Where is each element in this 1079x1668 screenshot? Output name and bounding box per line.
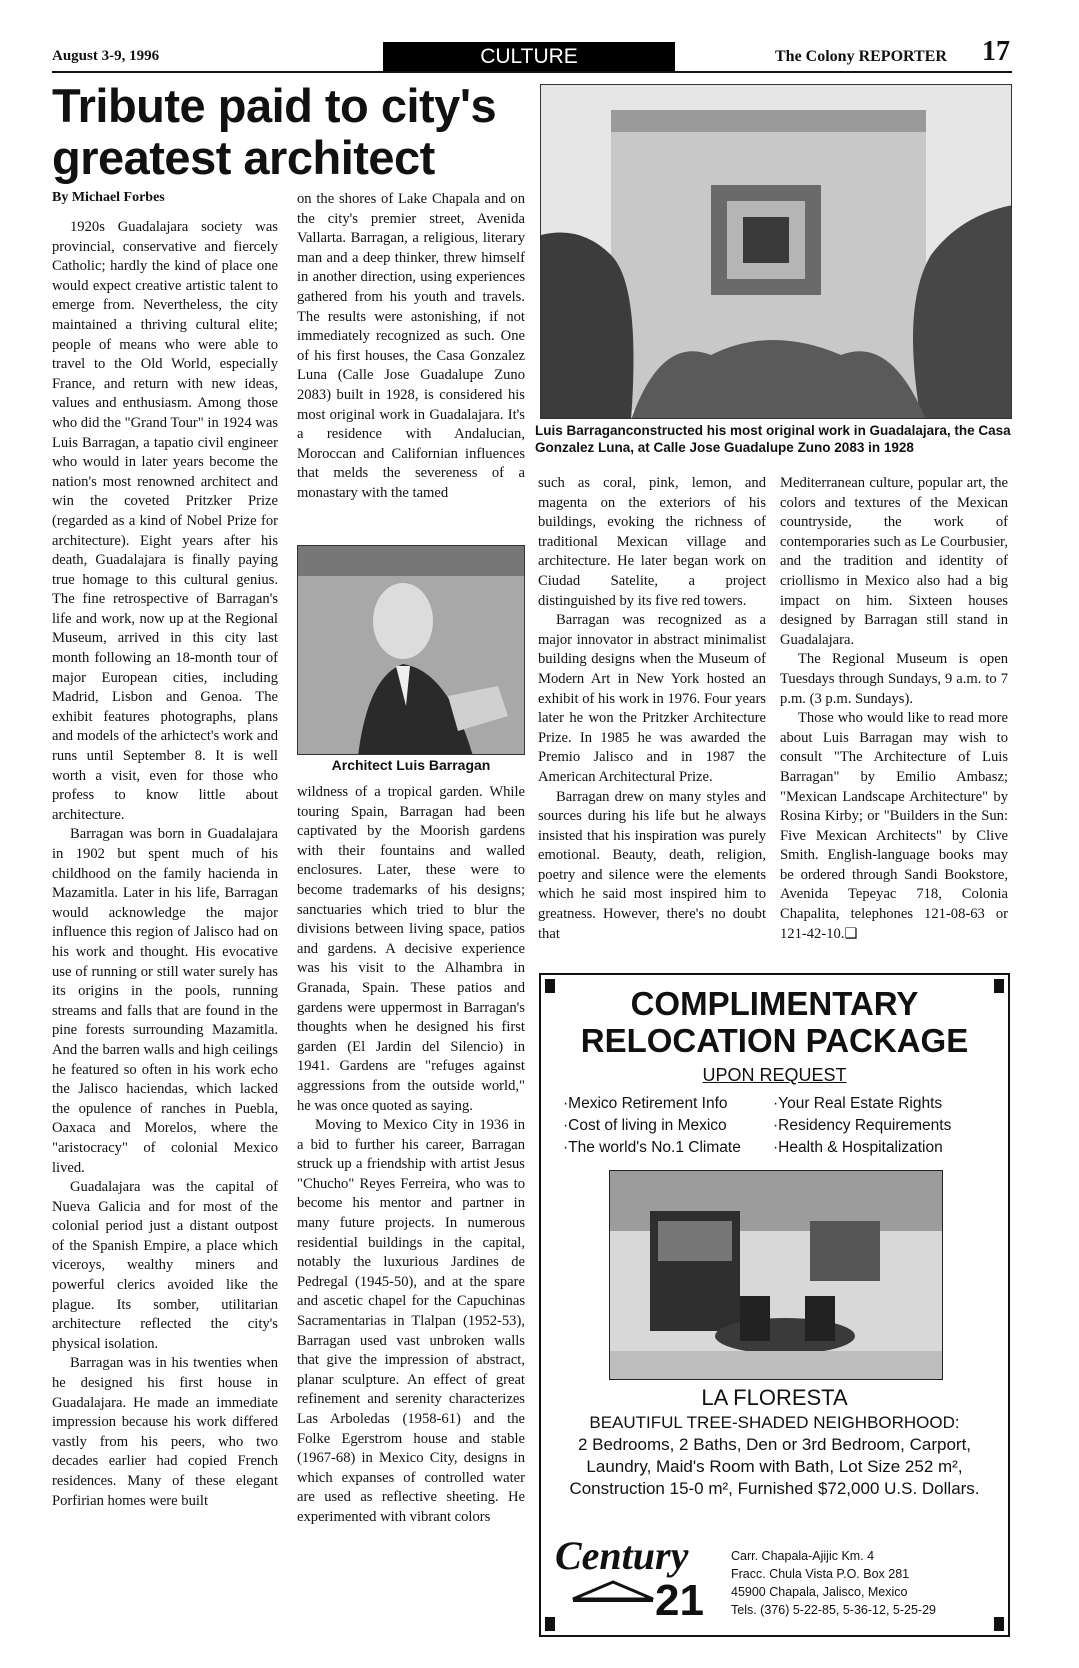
ad-property-details xyxy=(541,1412,1008,1500)
paragraph: such as coral, pink, lemon, and magenta on the exteriors of his buildings, evoking the richness of traditional Mexican village and architecture. He later began work on Ciudad Satelite, a project distinguished by its five red towers. xyxy=(538,475,766,609)
ad-title-line-1: COMPLIMENTARY xyxy=(630,985,919,1022)
newspaper-name: The Colony REPORTER xyxy=(775,48,947,65)
article-column-1 xyxy=(52,218,278,1511)
paragraph: Barragan drew on many styles and sources during his life but he always insisted that his inspiration was purely emotional. Beauty, death, religion, poetry and silence were the elements which he said most inspired him to greatness. However, there's no doubt that xyxy=(538,788,766,942)
headline-line-1: Tribute paid to city's xyxy=(52,79,497,132)
corner-mark xyxy=(994,1617,1004,1631)
ad-line: Laundry, Maid's Room with Bath, Lot Size 252 m², xyxy=(586,1457,963,1476)
interior-illustration xyxy=(610,1171,942,1379)
paragraph: Barragan was born in Guadalajara in 1902 but spent much of his childhood on the family hacienda in Mazamitla. Later in his life, Barragan would acknowledge the major influence this region of Jalisco had on his work and thought. His evocative use of running or still water surely has its origins in the pools, running streams and falls that are found in the pine forests surrounding Mazamitla. And the barren walls and high ceilings he featured so often in his work echo the Jalisco haciendas, which lacked the opulence of ranches in Puebla, Oaxaca and Morelos, where the "aristocracy" of colonial Mexico lived. xyxy=(52,826,278,1176)
list-item: ·Residency Requirements xyxy=(773,1117,952,1134)
header-rule xyxy=(52,71,1012,73)
portrait-illustration xyxy=(298,546,525,755)
ad-title-line-2: RELOCATION PACKAGE xyxy=(580,1022,969,1059)
ad-line: Construction 15-0 m², Furnished $72,000 U.S. Dollars. xyxy=(569,1479,980,1498)
address-line: Fracc. Chula Vista P.O. Box 281 xyxy=(731,1567,910,1581)
ad-list-left xyxy=(563,1093,741,1159)
paragraph: Barragan was in his twenties when he designed his first house in Guadalajara. He made an immediate impression because his work differed vastly from his peers, who two decades earlier had copied French residences. Many of these elegant Porfirian homes were built xyxy=(52,1355,278,1509)
paragraph: wildness of a tropical garden. While touring Spain, Barragan had been captivated by the Moorish gardens with their fountains and walled enclosures. Later, these were to become trademarks of his designs; sanctuaries which tried to blur the divisions between living space, patios and gardens. A decisive experience was his visit to the Alhambra in Granada, Spain. These patios and gardens were uppermost in Barragan's thoughts when he designed his first garden (El Jardin del Silencio) in 1941. Gardens are "refuges against aggressions from the outside world," he was once quoted as saying. xyxy=(297,784,525,1114)
ad-list-right xyxy=(773,1093,951,1159)
list-item: ·Mexico Retirement Info xyxy=(563,1095,728,1112)
paragraph: Barragan was recognized as a major innovator in abstract minimalist building designs when the Museum of Modern Art in New York hosted an exhibit of his work in 1976. Four years later he won the Pritzker Architecture Prize. In 1985 he was awarded the Premio Jalisco and in 1987 the American Architectural Prize. xyxy=(538,612,766,785)
article-column-4 xyxy=(780,474,1008,944)
ad-address xyxy=(731,1547,936,1619)
interior-photo xyxy=(609,1170,943,1380)
byline: By Michael Forbes xyxy=(52,190,165,205)
article-column-2-top xyxy=(297,190,525,504)
house-photo xyxy=(540,84,1012,419)
paragraph: 1920s Guadalajara society was provincial, conservative and fiercely Catholic; hardly the kind of place one would expect creative artistic talent to emerge from. Nevertheless, the city maintained a thriving cultural elite; people of means who were able to travel to the Old World, especially France, and return with new ideas, values and enthusiasm. Among those who did the "Grand Tour" in 1924 was Luis Barragan, a tapatio civil engineer who would in later years become the nation's most renowned architect and win the coveted Pritzker Prize (regarded as a kind of Nobel Prize for architecture). Eight years after his death, Guadalajara is finally paying true homage to this cultural genius. The fine retrospective of Barragan's life and work, now up at the Regional Museum, arrived in this city last month following an 18-month tour of major European cities, including Madrid, Lisbon and Genoa. The exhibit features photographs, plans and models of the arhictect's work and runs until September 8. It is well worth a visit, even for those who profess to know little about architecture. xyxy=(52,219,278,823)
list-item: ·Health & Hospitalization xyxy=(773,1139,943,1156)
portrait-caption: Architect Luis Barragan xyxy=(331,757,491,773)
logo-word: Century xyxy=(555,1533,689,1578)
section-banner: CULTURE xyxy=(383,42,675,72)
address-line: 45900 Chapala, Jalisco, Mexico xyxy=(731,1585,908,1599)
issue-date: August 3-9, 1996 xyxy=(52,48,160,64)
headline-line-2: greatest architect xyxy=(52,131,435,184)
list-item: ·Your Real Estate Rights xyxy=(773,1095,943,1112)
relocation-ad xyxy=(539,973,1010,1637)
logo-number: 21 xyxy=(655,1576,704,1622)
ad-line: 2 Bedrooms, 2 Baths, Den or 3rd Bedroom, Carport, xyxy=(577,1435,972,1454)
ad-property-name: LA FLORESTA xyxy=(701,1385,848,1410)
address-line: Tels. (376) 5-22-85, 5-36-12, 5-25-29 xyxy=(731,1603,936,1617)
paragraph: Moving to Mexico City in 1936 in a bid to further his career, Barragan struck up a friendship with artist Jesus "Chucho" Reyes Ferreira, who was to become his mentor and partner in many future projects. In numerous residential buildings in the capital, notably the luxurious Jardines de Pedregal (1945-50), and at the spare and ascetic chapel for the Capuchinas Sacramentarias in Tlalpan (1952-53), Barragan used vast unbroken walls that give the impression of abstract, planar sculpture. An effect of great refinement and serenity characterizes Las Arboledas (1958-61) and the Folke Egerstrom house and stable (1967-68) in Mexico City, designs in which expanses of controlled water are used as reflective sheeting. He experimented with vibrant colors xyxy=(297,1117,525,1525)
list-item: ·The world's No.1 Climate xyxy=(563,1139,741,1156)
paragraph: The Regional Museum is open Tuesdays through Sundays, 9 a.m. to 7 p.m. (3 p.m. Sundays). xyxy=(780,651,1008,707)
paragraph: on the shores of Lake Chapala and on the city's premier street, Avenida Vallarta. Barragan, a religious, literary man and a deep thinker, threw himself in another direction, using experiences gathered from his youth and travels. The results were astonishing, if not immediately recognized as such. One of his first houses, the Casa Gonzalez Luna (Calle Jose Guadalupe Zuno 2083) built in 1928, is considered his most original work in Guadalajara. It's a residence with Andalucian, Moroccan and Californian influences that melds the severeness of a monastary with the tamed xyxy=(297,191,525,501)
headline xyxy=(52,80,532,184)
paragraph: Those who would like to read more about Luis Barragan may wish to consult "The Architecture of Luis Barragan" by Emilio Ambasz; "Mexican Landscape Architecture" by Rosina Kirby; or "Builders in the Sun: Five Mexican Architects" by Clive Smith. English-language books may be ordered through Sandi Bookstore, Avenida Tepeyac 718, Colonia Chapalita, telephones 121-08-63 or 121-42-10.❏ xyxy=(780,710,1008,942)
ad-subtitle: UPON REQUEST xyxy=(702,1065,847,1085)
article-column-3 xyxy=(538,474,766,944)
ad-line: BEAUTIFUL TREE-SHADED NEIGHBORHOOD: xyxy=(589,1413,960,1432)
address-line: Carr. Chapala-Ajijic Km. 4 xyxy=(731,1549,875,1563)
page-number: 17 xyxy=(982,36,1010,67)
paragraph: Guadalajara was the capital of Nueva Galicia and for most of the colonial period just a distant outpost of the Spanish Empire, a place which viceroys, wealthy miners and powerful clerics avoided like the plague. Its somber, utilitarian architecture reflected the city's physical isolation. xyxy=(52,1179,278,1352)
list-item: ·Cost of living in Mexico xyxy=(563,1117,727,1134)
article-column-2-bottom xyxy=(297,783,525,1528)
portrait-photo xyxy=(297,545,525,755)
house-caption: Luis Barraganconstructed his most original work in Guadalajara, the Casa Gonzalez Luna, at Calle Jose Guadalupe Zuno 2083 in 1928 xyxy=(535,423,1011,455)
century21-logo xyxy=(553,1527,713,1622)
house-illustration xyxy=(541,85,1012,419)
paragraph: Mediterranean culture, popular art, the colors and textures of the Mexican countryside, the work of contemporaries such as Le Courbusier, and the tradition and identity of criollismo in Mexico also had a big impact on him. Sixteen houses designed by Barragan still stand in Guadalajara. xyxy=(780,475,1008,648)
